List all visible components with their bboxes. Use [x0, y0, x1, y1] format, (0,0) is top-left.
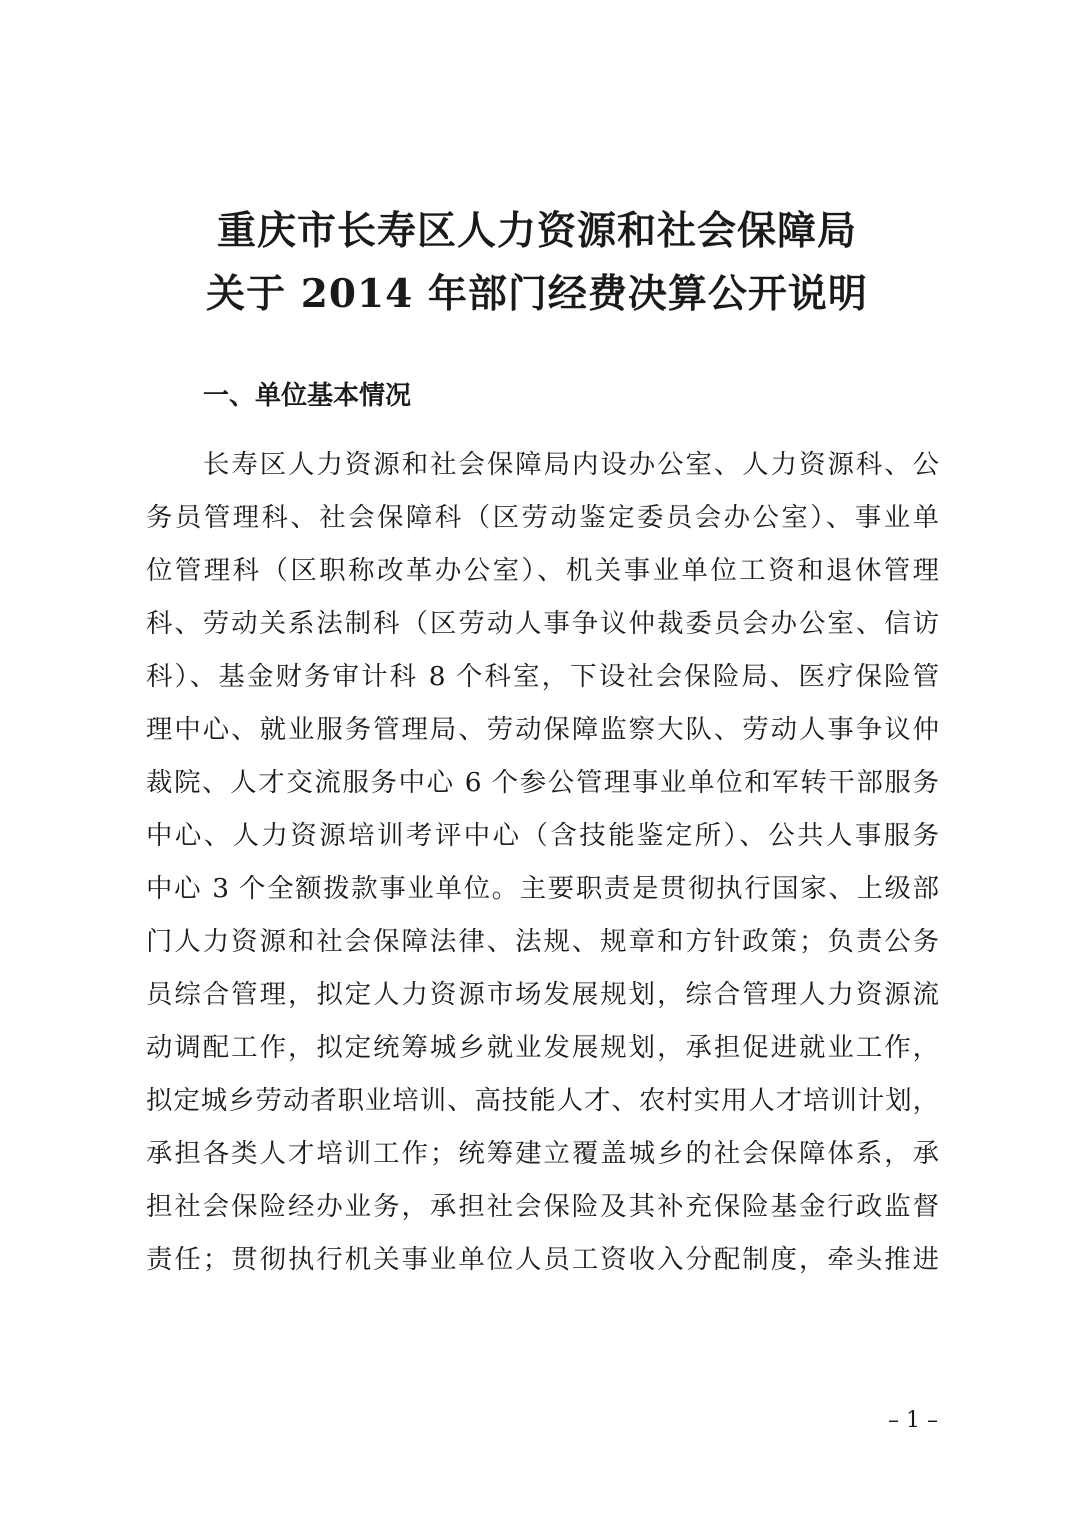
- paragraph-line: 科）、基金财务审计科 8 个科室，下设社会保险局、医疗保险管: [146, 661, 939, 692]
- paragraph-line: 动调配工作，拟定统筹城乡就业发展规划，承担促进就业工作，: [146, 1032, 939, 1063]
- paragraph-line: 责任；贯彻执行机关事业单位人员工资收入分配制度，牵头推进: [146, 1244, 939, 1275]
- page-number: – 1 –: [888, 1408, 938, 1433]
- document-title-line-2: 关于 2014 年部门经费决算公开说明: [206, 271, 868, 317]
- paragraph-line: 员综合管理，拟定人力资源市场发展规划，综合管理人力资源流: [146, 979, 939, 1010]
- section-heading: 一、单位基本情况: [203, 381, 412, 411]
- document-title-line-1: 重庆市长寿区人力资源和社会保障局: [216, 208, 857, 254]
- paragraph-line: 位管理科（区职称改革办公室）、机关事业单位工资和退休管理: [146, 555, 939, 586]
- paragraph-line: 裁院、人才交流服务中心 6 个参公管理事业单位和军转干部服务: [146, 767, 939, 798]
- paragraph-line: 中心 3 个全额拨款事业单位。主要职责是贯彻执行国家、上级部: [146, 873, 939, 904]
- paragraph-line: 承担各类人才培训工作；统筹建立覆盖城乡的社会保障体系，承: [146, 1138, 939, 1169]
- paragraph-line: 理中心、就业服务管理局、劳动保障监察大队、劳动人事争议仲: [146, 714, 939, 745]
- paragraph-line: 中心、人力资源培训考评中心（含技能鉴定所）、公共人事服务: [146, 820, 939, 851]
- paragraph-line: 担社会保险经办业务，承担社会保险及其补充保险基金行政监督: [146, 1191, 939, 1222]
- paragraph-line: 务员管理科、社会保障科（区劳动鉴定委员会办公室）、事业单: [146, 502, 939, 533]
- paragraph-line: 长寿区人力资源和社会保障局内设办公室、人力资源科、公: [203, 449, 939, 480]
- paragraph-line: 门人力资源和社会保障法律、法规、规章和方针政策；负责公务: [146, 926, 939, 957]
- paragraph-line: 拟定城乡劳动者职业培训、高技能人才、农村实用人才培训计划，: [146, 1085, 939, 1116]
- paragraph-line: 科、劳动关系法制科（区劳动人事争议仲裁委员会办公室、信访: [146, 608, 939, 639]
